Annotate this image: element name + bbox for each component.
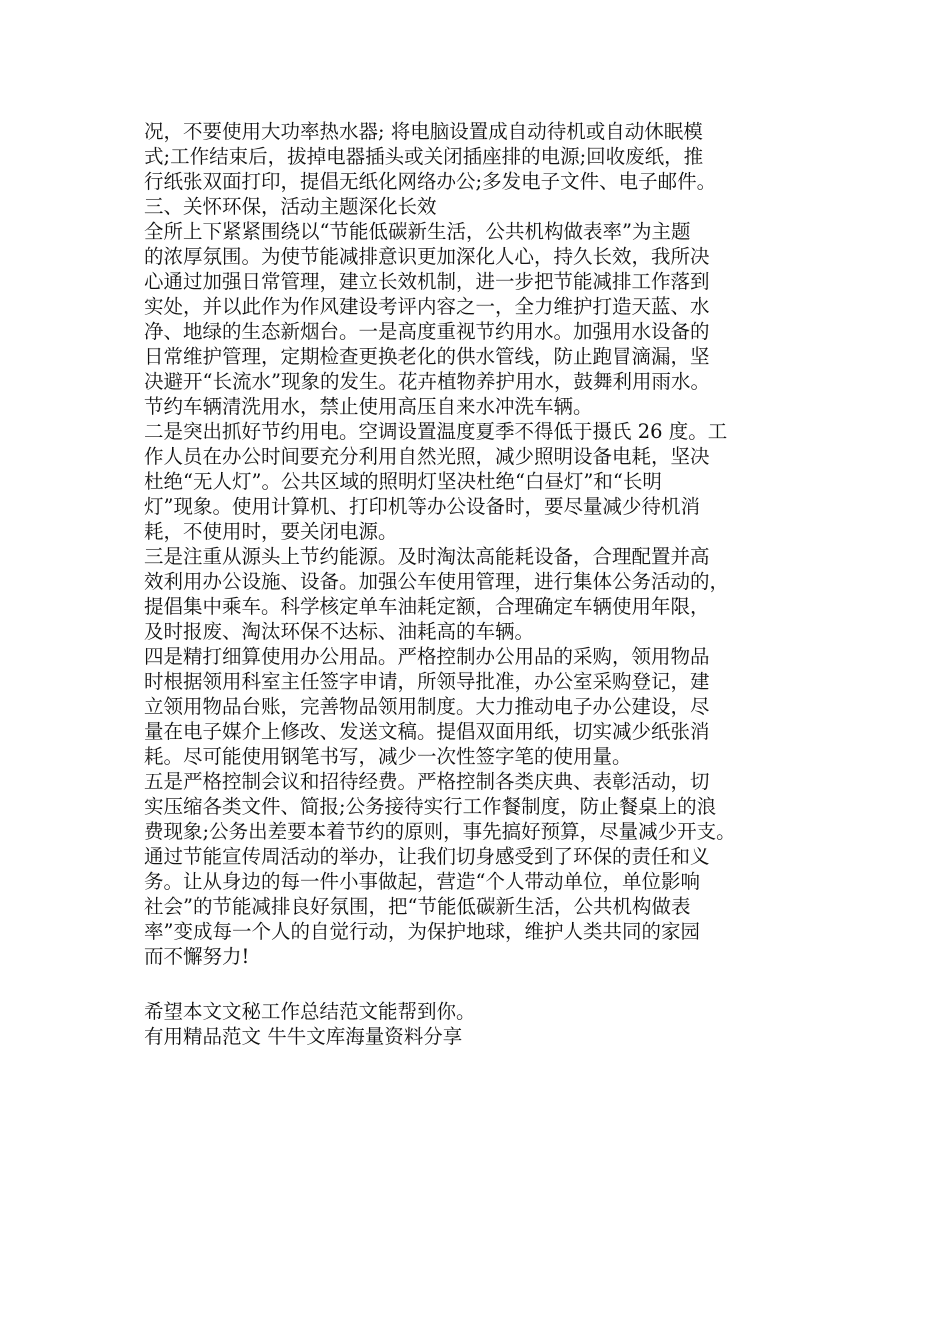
- body-line: 全所上下紧紧围绕以“节能低碳新生活，公共机构做表率”为主题: [144, 220, 691, 243]
- body-line: 式;工作结束后，拔掉电器插头或关闭插座排的电源;回收废纸，推: [144, 145, 704, 168]
- body-line: 而不懈努力!: [144, 945, 250, 968]
- body-line: 决避开“长流水”现象的发生。花卉植物养护用水，鼓舞利用雨水。: [144, 370, 710, 393]
- body-line: 务。让从身边的每一件小事做起，营造“个人带动单位，单位影响: [144, 870, 700, 893]
- body-line: 况，不要使用大功率热水器; 将电脑设置成自动待机或自动休眠模: [144, 120, 703, 143]
- body-line: 社会”的节能减排良好氛围，把“节能低碳新生活，公共机构做表: [144, 895, 691, 918]
- body-line: 通过节能宣传周活动的举办，让我们切身感受到了环保的责任和义: [144, 845, 710, 868]
- body-line: 提倡集中乘车。科学核定单车油耗定额，合理确定车辆使用年限，: [144, 595, 710, 618]
- body-line: 的浓厚氛围。为使节能减排意识更加深化人心，持久长效，我所决: [144, 245, 710, 268]
- body-line: 率”变成每一个人的自觉行动，为保护地球，维护人类共同的家园: [144, 920, 700, 943]
- body-line: 耗，不使用时，要关闭电源。: [144, 520, 398, 543]
- body-line: 费现象;公务出差要本着节约的原则，事先搞好预算，尽量减少开支。: [144, 820, 736, 843]
- body-line: 作人员在办公时间要充分利用自然光照，减少照明设备电耗，坚决: [144, 445, 710, 468]
- body-line: 四是精打细算使用办公用品。严格控制办公用品的采购，领用物品: [144, 645, 710, 668]
- section-heading: 三、关怀环保，活动主题深化长效: [144, 195, 437, 218]
- body-line: 效利用办公设施、设备。加强公车使用管理，进行集体公务活动的，: [144, 570, 730, 593]
- body-line: 杜绝“无人灯”。公共区域的照明灯坚决杜绝“白昼灯”和“长明: [144, 470, 662, 493]
- body-line: 立领用物品台账，完善物品领用制度。大力推动电子办公建设，尽: [144, 695, 710, 718]
- closing-line: 希望本文文秘工作总结范文能帮到你。: [144, 1000, 476, 1023]
- body-line: 三是注重从源头上节约能源。及时淘汰高能耗设备，合理配置并高: [144, 545, 710, 568]
- body-line: 五是严格控制会议和招待经费。严格控制各类庆典、表彰活动，切: [144, 770, 710, 793]
- body-line: 实处，并以此作为作风建设考评内容之一，全力维护打造天蓝、水: [144, 295, 710, 318]
- paragraph-spacer: [144, 969, 824, 999]
- body-line: 日常维护管理，定期检查更换老化的供水管线，防止跑冒滴漏，坚: [144, 345, 710, 368]
- body-line: 量在电子媒介上修改、发送文稿。提倡双面用纸，切实减少纸张消: [144, 720, 710, 743]
- body-line: 二是突出抓好节约用电。空调设置温度夏季不得低于摄氏 26 度。工: [144, 420, 728, 443]
- body-line: 实压缩各类文件、简报;公务接待实行工作餐制度，防止餐桌上的浪: [144, 795, 717, 818]
- body-line: 时根据领用科室主任签字申请，所领导批准，办公室采购登记，建: [144, 670, 710, 693]
- body-line: 节约车辆清洗用水，禁止使用高压自来水冲洗车辆。: [144, 395, 593, 418]
- body-line: 行纸张双面打印，提倡无纸化网络办公;多发电子文件、电子邮件。: [144, 170, 717, 193]
- body-line: 心通过加强日常管理，建立长效机制，进一步把节能减排工作落到: [144, 270, 710, 293]
- footer-line: 有用精品范文 牛牛文库海量资料分享: [144, 1025, 463, 1048]
- document-body: [144, 119, 824, 1049]
- body-line: 灯”现象。使用计算机、打印机等办公设备时，要尽量减少待机消: [144, 495, 700, 518]
- body-line: 净、地绿的生态新烟台。一是高度重视节约用水。加强用水设备的: [144, 320, 710, 343]
- body-line: 及时报废、淘汰环保不达标、油耗高的车辆。: [144, 620, 535, 643]
- body-line: 耗。尽可能使用钢笔书写，减少一次性签字笔的使用量。: [144, 745, 632, 768]
